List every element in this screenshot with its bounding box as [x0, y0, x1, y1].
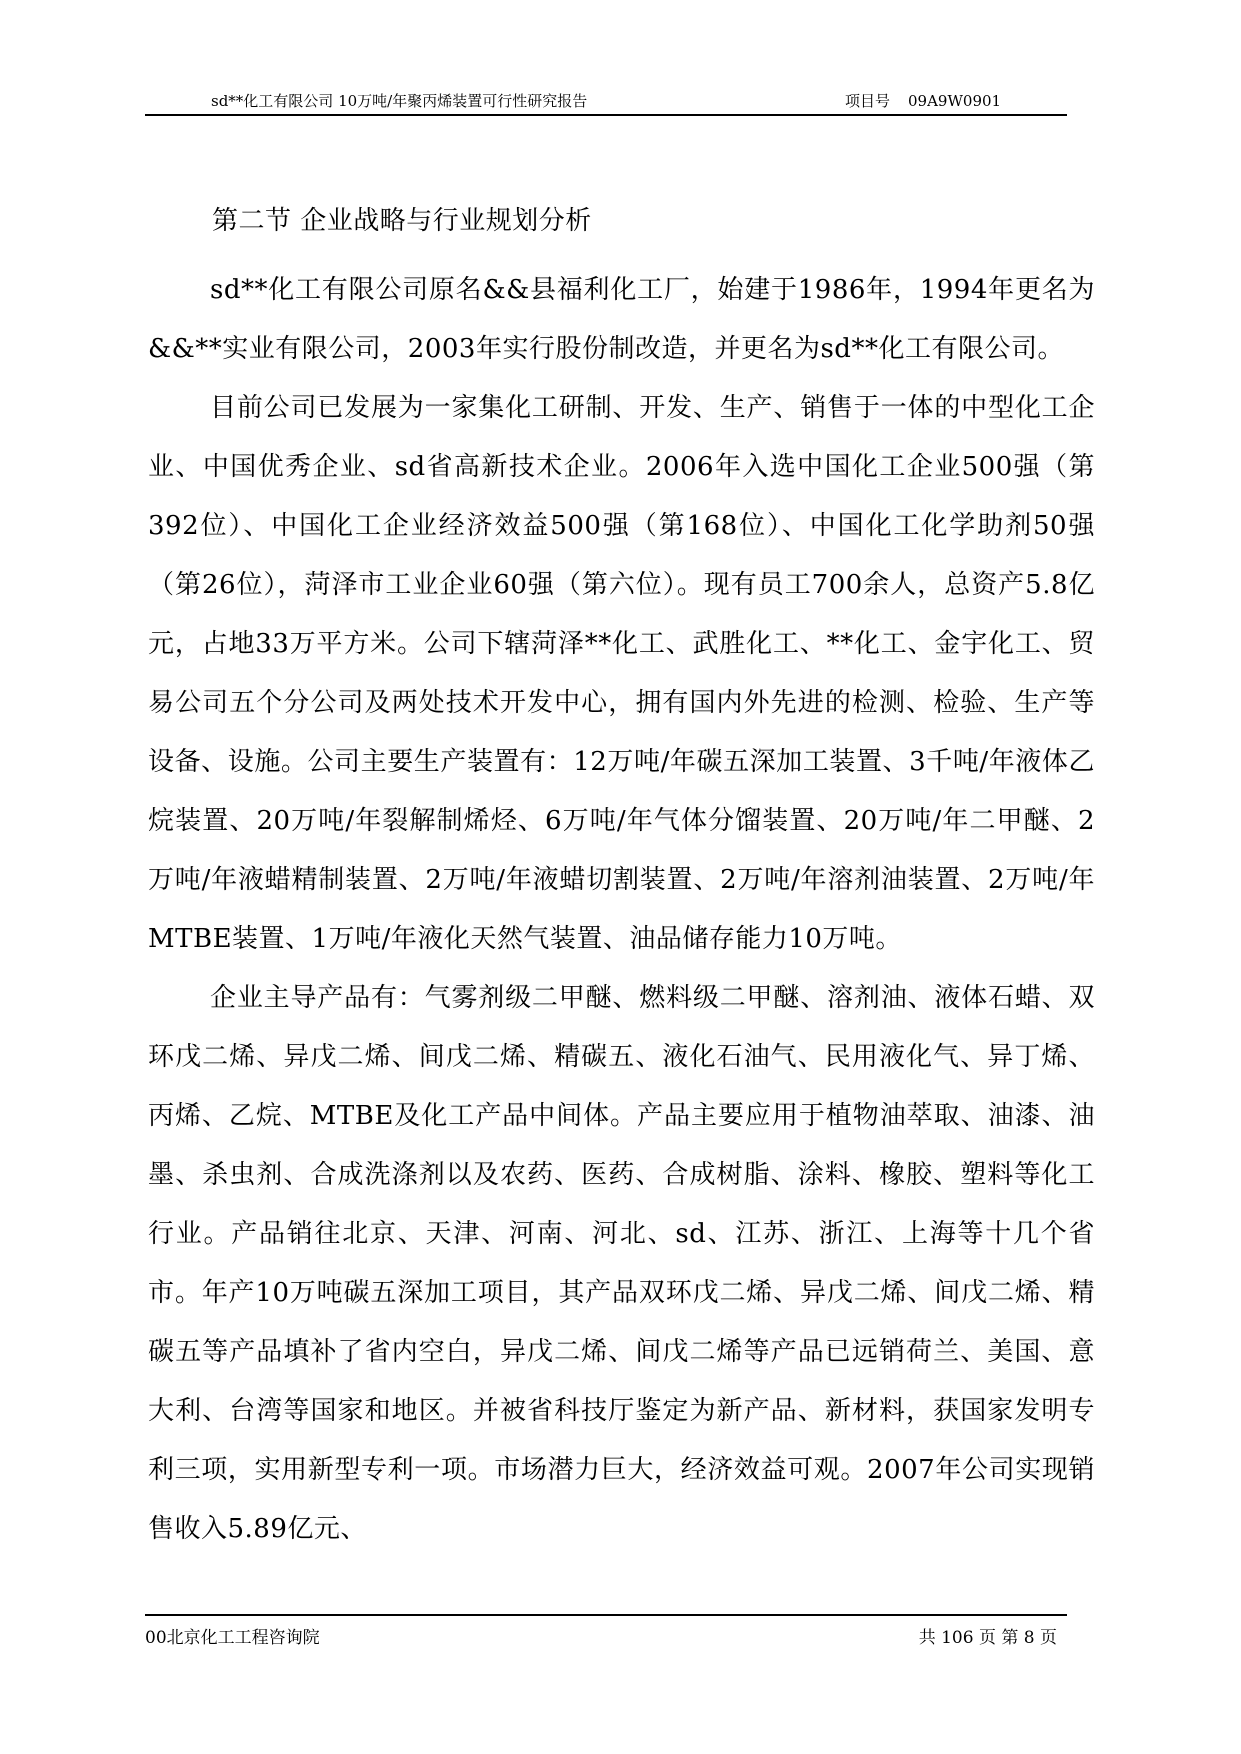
- section-heading: 第二节 企业战略与行业规划分析: [212, 206, 592, 236]
- footer-organization: 00北京化工工程咨询院: [145, 1628, 320, 1648]
- paragraph: 目前公司已发展为一家集化工研制、开发、生产、销售于一体的中型化工企业、中国优秀企业、sd省高新技术企业。2006年入选中国化工企业500强（第392位）、中国化工企业经济效益500强（第168位）、中国化工化学助剂50强（第26位），菏泽市工业企业60强（第六位）。现有员工700余人，总资产5.8亿元，占地33万平方米。公司下辖菏泽**化工、武胜化工、**化工、金宇化工、贸易公司五个分公司及两处技术开发中心，拥有国内外先进的检测、检验、生产等设备、设施。公司主要生产装置有：12万吨/年碳五深加工装置、3千吨/年液体乙烷装置、20万吨/年裂解制烯烃、6万吨/年气体分馏装置、20万吨/年二甲醚、2万吨/年液蜡精制装置、2万吨/年液蜡切割装置、2万吨/年溶剂油装置、2万吨/年MTBE装置、1万吨/年液化天然气装置、油品储存能力10万吨。: [148, 393, 1095, 954]
- project-number-block: [845, 90, 1001, 111]
- report-title: sd**化工有限公司 10万吨/年聚丙烯装置可行性研究报告: [211, 92, 588, 110]
- page-header: [145, 82, 1067, 116]
- page-footer: [145, 1614, 1067, 1646]
- project-number: 09A9W0901: [908, 92, 1002, 110]
- paragraph: sd**化工有限公司原名&&县福利化工厂，始建于1986年，1994年更名为&&**实业有限公司，2003年实行股份制改造，并更名为sd**化工有限公司。: [148, 275, 1095, 364]
- paragraph: 企业主导产品有：气雾剂级二甲醚、燃料级二甲醚、溶剂油、液体石蜡、双环戊二烯、异戊二烯、间戊二烯、精碳五、液化石油气、民用液化气、异丁烯、丙烯、乙烷、MTBE及化工产品中间体。产品主要应用于植物油萃取、油漆、油墨、杀虫剂、合成洗涤剂以及农药、医药、合成树脂、涂料、橡胶、塑料等化工行业。产品销往北京、天津、河南、河北、sd、江苏、浙江、上海等十几个省市。年产10万吨碳五深加工项目，其产品双环戊二烯、异戊二烯、间戊二烯、精碳五等产品填补了省内空白，异戊二烯、间戊二烯等产品已远销荷兰、美国、意大利、台湾等国家和地区。并被省科技厅鉴定为新产品、新材料，获国家发明专利三项，实用新型专利一项。市场潜力巨大，经济效益可观。2007年公司实现销售收入5.89亿元、: [148, 983, 1095, 1544]
- document-body: [148, 201, 1095, 1559]
- project-label: 项目号: [845, 92, 891, 110]
- page-number: 共 106 页 第 8 页: [918, 1628, 1057, 1648]
